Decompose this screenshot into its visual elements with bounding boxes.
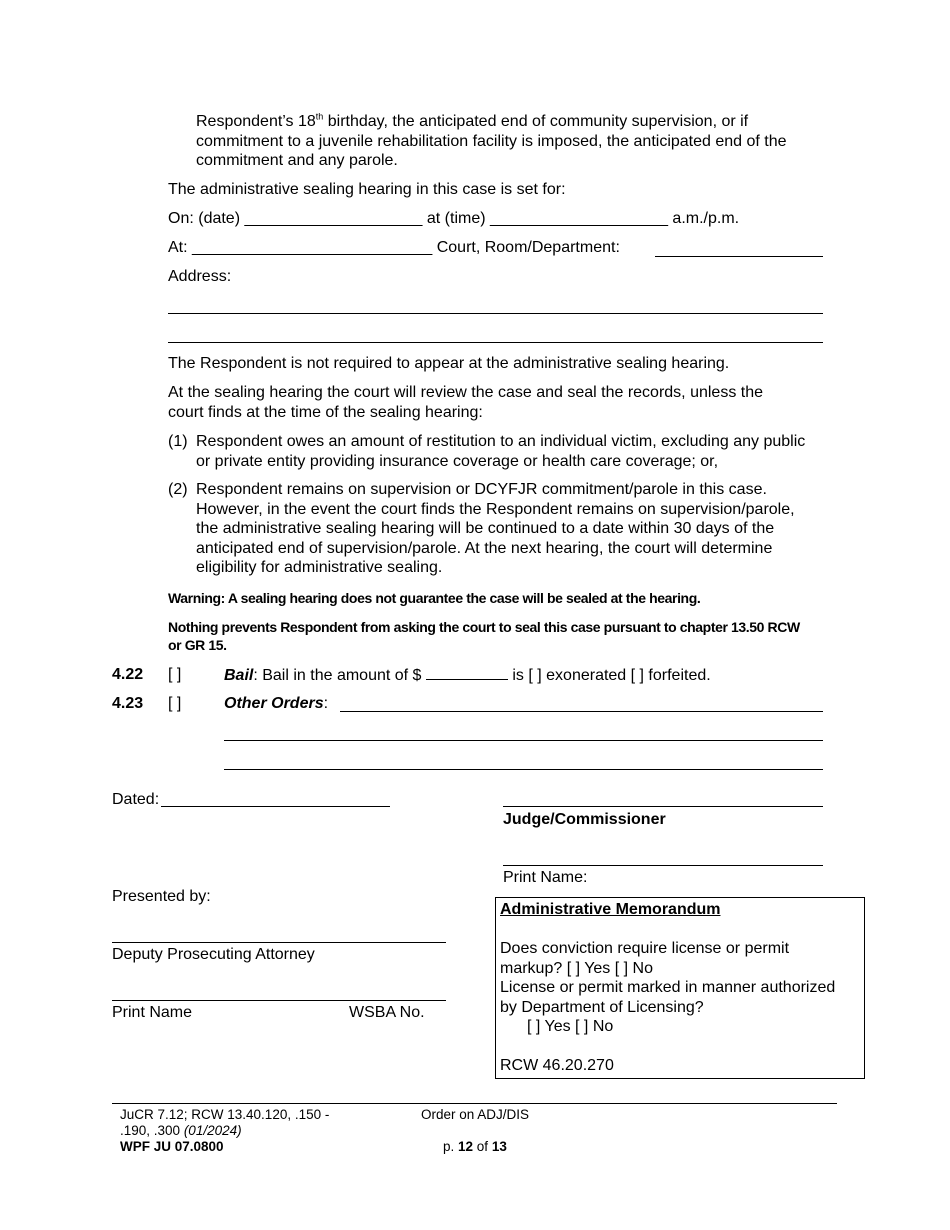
condition-2-number: (2)	[168, 481, 188, 498]
condition-2-line: anticipated end of supervision/parole. At the next hearing, the court will determine	[196, 539, 773, 557]
bail-text-pre: : Bail in the amount of $	[253, 667, 422, 684]
hearing-date-time-line[interactable]: On: (date) ____________________ at (time) ____________________ a.m./p.m.	[168, 210, 740, 227]
condition-2-line: However, in the event the court finds the Respondent remains on supervision/parole,	[196, 500, 795, 518]
other-orders-colon: :	[323, 695, 329, 712]
memo-rcw-reference: RCW 46.20.270	[500, 1057, 614, 1074]
footer-form-id: WPF JU 07.0800	[120, 1139, 224, 1154]
wsba-number-label: WSBA No.	[349, 1004, 425, 1021]
deputy-prosecuting-attorney-label: Deputy Prosecuting Attorney	[112, 946, 315, 963]
section-4-23-checkbox[interactable]: [ ]	[168, 695, 182, 712]
bail-status-options[interactable]: is [ ] exonerated [ ] forfeited.	[512, 667, 711, 684]
other-orders-field-2[interactable]	[224, 740, 823, 741]
section-4-22-checkbox[interactable]: [ ]	[168, 666, 182, 683]
intro-paragraph	[196, 112, 856, 171]
condition-2-text	[196, 480, 846, 578]
section-4-22-text	[224, 665, 711, 686]
other-orders-field-3[interactable]	[224, 769, 823, 770]
review-line-1: At the sealing hearing the court will review the case and seal the records, unless the	[168, 384, 763, 401]
dated-field[interactable]	[161, 806, 390, 807]
condition-1-text	[196, 432, 846, 471]
footer-form-title: Order on ADJ/DIS	[421, 1107, 530, 1122]
prosecutor-print-name-line[interactable]	[112, 1000, 446, 1001]
memo-question-1-options[interactable]: markup? [ ] Yes [ ] No	[500, 960, 653, 977]
warning-note: Warning: A sealing hearing does not guarantee the case will be sealed at the hearing.	[168, 590, 701, 606]
total-pages: 13	[491, 1139, 507, 1154]
section-4-22-number: 4.22	[112, 666, 144, 683]
appearance-not-required: The Respondent is not required to appear at the administrative sealing hearing.	[168, 355, 730, 372]
memo-question-2-line-1: License or permit marked in manner authorized	[500, 979, 836, 996]
footer-rules-line-2: .190, .300 (01/2024)	[120, 1123, 242, 1138]
judge-commissioner-label: Judge/Commissioner	[503, 811, 666, 828]
footer-page-number: p. 12 of 13	[443, 1139, 507, 1154]
print-name-label: Print Name	[112, 1004, 193, 1021]
dated-label: Dated:	[112, 791, 160, 808]
judge-print-name-label: Print Name:	[503, 869, 588, 886]
hearing-set-for: The administrative sealing hearing in this case is set for:	[168, 181, 566, 198]
memo-question-2-options[interactable]: [ ] Yes [ ] No	[527, 1018, 614, 1035]
footer-rules-citation	[120, 1107, 329, 1139]
memo-question-1-line-1: Does conviction require license or permit	[500, 940, 790, 957]
section-4-23-number: 4.23	[112, 695, 144, 712]
section-4-23-text	[224, 694, 328, 714]
other-orders-title: Other Orders	[224, 695, 324, 712]
condition-1-line: or private entity providing insurance coverage or health care coverage; or,	[196, 452, 719, 470]
footer-divider	[112, 1103, 837, 1104]
footer-rules-line-1: JuCR 7.12; RCW 13.40.120, .150 -	[120, 1107, 330, 1122]
hearing-court-line[interactable]: At: ___________________________ Court, Room/Department:	[168, 239, 620, 256]
address-field-line-1[interactable]	[168, 313, 823, 314]
judge-signature-line[interactable]	[503, 806, 823, 807]
administrative-memorandum-box	[495, 897, 865, 1079]
memo-question-2-line-2: by Department of Licensing?	[500, 999, 704, 1016]
judge-print-name-line[interactable]	[503, 865, 823, 866]
condition-2-line: the administrative sealing hearing will be continued to a date within 30 days of the	[196, 520, 775, 537]
condition-1-number: (1)	[168, 433, 188, 450]
nothing-prevents-line-2: or GR 15.	[168, 637, 227, 653]
condition-2-line: eligibility for administrative sealing.	[196, 559, 443, 576]
nothing-prevents-line-1: Nothing prevents Respondent from asking the court to seal this case pursuant to chapter 13.50 RCW	[168, 619, 800, 635]
intro-line-1: Respondent’s 18th birthday, the anticipated end of community supervision, or if	[196, 111, 749, 130]
presented-by-label: Presented by:	[112, 888, 211, 905]
condition-2-line: Respondent remains on supervision or DCYFJR commitment/parole in this case.	[196, 481, 767, 498]
memo-title: Administrative Memorandum	[500, 901, 721, 918]
condition-1-line: Respondent owes an amount of restitution to an individual victim, excluding any public	[196, 433, 806, 450]
address-label: Address:	[168, 268, 232, 285]
intro-line-3: commitment and any parole.	[196, 152, 398, 169]
review-paragraph	[168, 383, 838, 422]
other-orders-field-1[interactable]	[340, 711, 823, 712]
footer-revision-date: (01/2024)	[183, 1123, 242, 1138]
nothing-prevents-note	[168, 618, 838, 654]
bail-title: Bail	[224, 667, 254, 684]
intro-line-2: commitment to a juvenile rehabilitation facility is imposed, the anticipated end of the	[196, 132, 787, 150]
room-department-field[interactable]	[655, 256, 823, 257]
review-line-2: court finds at the time of the sealing hearing:	[168, 403, 483, 421]
prosecutor-signature-line[interactable]	[112, 942, 446, 943]
bail-amount-field[interactable]	[426, 665, 508, 680]
address-field-line-2[interactable]	[168, 342, 823, 343]
current-page: 12	[458, 1139, 474, 1154]
